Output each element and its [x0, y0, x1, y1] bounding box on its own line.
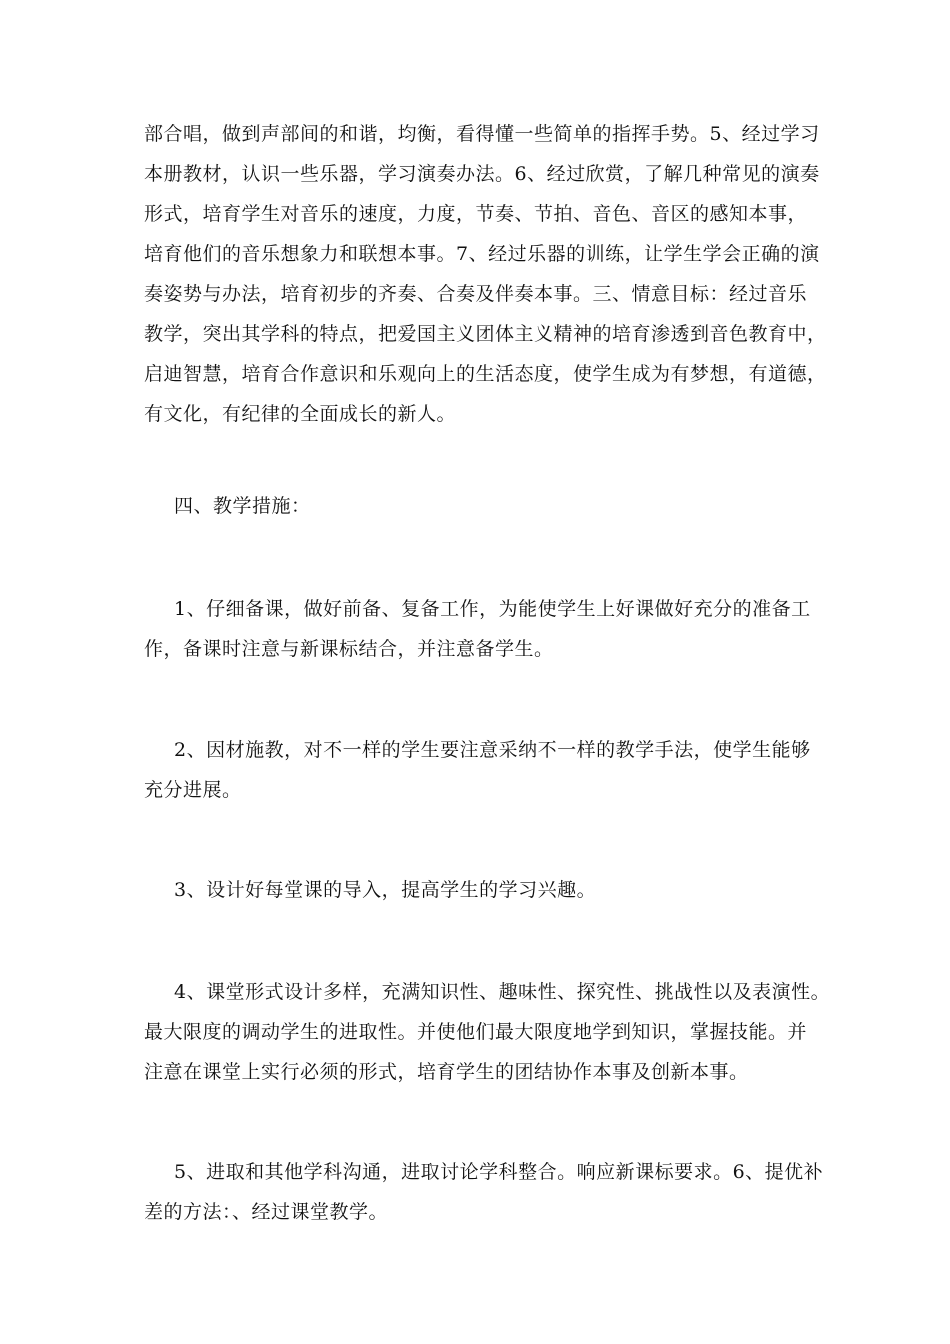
section-heading: 四、教学措施：: [174, 495, 311, 517]
paragraph-line: 启迪智慧，培育合作意识和乐观向上的生活态度，使学生成为有梦想，有道德，: [144, 363, 827, 385]
list-item-line: 注意在课堂上实行必须的形式，培育学生的团结协作本事及创新本事。: [144, 1061, 749, 1083]
list-item-line: 4、课堂形式设计多样，充满知识性、趣味性、探究性、挑战性以及表演性。: [174, 981, 831, 1003]
list-item-line: 1、仔细备课，做好前备、复备工作，为能使学生上好课做好充分的准备工: [174, 598, 811, 620]
list-item-line: 作，备课时注意与新课标结合，并注意备学生。: [144, 638, 554, 660]
paragraph-line: 有文化，有纪律的全面成长的新人。: [144, 403, 457, 425]
list-item-line: 3、设计好每堂课的导入，提高学生的学习兴趣。: [174, 879, 597, 901]
paragraph-line: 本册教材，认识一些乐器，学习演奏办法。6、经过欣赏，了解几种常见的演奏: [144, 163, 820, 185]
list-item-line: 5、进取和其他学科沟通，进取讨论学科整合。响应新课标要求。6、提优补: [174, 1161, 824, 1183]
paragraph-line: 教学，突出其学科的特点，把爱国主义团体主义精神的培育渗透到音色教育中，: [144, 323, 827, 345]
list-item-line: 充分进展。: [144, 779, 242, 801]
list-item-line: 最大限度的调动学生的进取性。并使他们最大限度地学到知识，掌握技能。并: [144, 1021, 808, 1043]
paragraph-line: 部合唱，做到声部间的和谐，均衡，看得懂一些简单的指挥手势。5、经过学习: [144, 123, 820, 145]
paragraph-line: 奏姿势与办法，培育初步的齐奏、合奏及伴奏本事。三、情意目标：经过音乐: [144, 283, 808, 305]
list-item-line: 差的方法：、经过课堂教学。: [144, 1201, 389, 1223]
paragraph-line: 培育他们的音乐想象力和联想本事。7、经过乐器的训练，让学生学会正确的演: [144, 243, 820, 265]
paragraph-line: 形式，培育学生对音乐的速度，力度，节奏、节拍、音色、音区的感知本事，: [144, 203, 808, 225]
list-item-line: 2、因材施教，对不一样的学生要注意采纳不一样的教学手法，使学生能够: [174, 739, 811, 761]
